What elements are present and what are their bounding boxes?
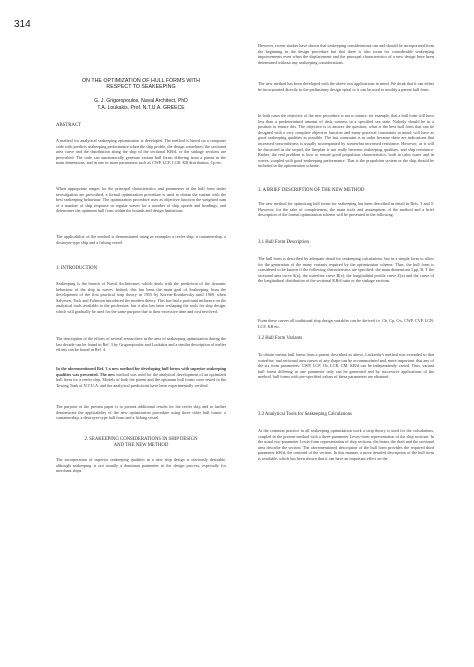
title-line-2: RESPECT TO SEAKEEPING bbox=[106, 84, 176, 91]
section-3-1-paragraph-2: From these curves all traditional ship design variables can be derived i.e. Cb, Cp, Cw, CWP, CVP, LCB, LCF, KB etc. bbox=[258, 318, 434, 329]
abstract-heading: ABSTRACT bbox=[56, 123, 82, 128]
section-3-paragraph-1: The new method for optimizing hull forms for seakeeping has been described in detail in Refs. 3 and 5. However, for the sake of completeness, the main tools and assumptions of the method and a brief description of the formal optimization scheme will be presented in the following. bbox=[258, 201, 434, 218]
abstract-paragraph-1: A method for analytical seakeeping optimization is developed. The method is based on a computer code with predicts seakeeping performance when the ship profile, the design waterlines, the sectional area curve and the distribution along the ship of the sectional KB/d, or the sinkage sections are prescribed. The code can automatically generate variant hull forms differing from a parent in the main dimensions, and in one or more parameters such as CWP, LCF, LCB, KB distribution, Cp etc. bbox=[56, 138, 226, 166]
abstract-paragraph-2: When appropriate ranges for the principal characteristics and parameters of the hull form under investigation are prescribed, a formal optimization procedure is used to obtain the variant with the best seakeeping behaviour. The optimization procedure uses as objective function the weighted sum of a number of ship response in regular waves for a number of ship speeds and headings, and determines the optimum hull form within the bounds and design limitations. bbox=[56, 186, 226, 214]
authors bbox=[56, 98, 226, 111]
author-1: G. J. Grigoropoulos, Naval Architect, PhD bbox=[94, 98, 188, 104]
introduction-paragraph-4: The purpose of the present paper is to present additional results for the reefer ship and to further demonstrate the applicability of the new optimization procedure using three other hull forms: a containership, a destroyer-type hull form and a fishing vessel. bbox=[56, 404, 226, 421]
section-2-heading-line-1: 2. SEAKEEPING CONSIDERATIONS IN SHIP DESIGN bbox=[84, 437, 198, 442]
introduction-paragraph-3-bold: In the aforementioned Ref. 3 a new method for developing hull forms with superior seakeeping qualities was presented. The new bbox=[56, 366, 226, 377]
right-paragraph-3: In both cases the objective of the new procedure is not to ensure, for example, that a hull form will have less than a predetermined amount of deck wetness in a specified sea state. Nobody should be in a position to ensure this. The objective is to answer the question, what is the best hull form that can be designed with a very complete objective function and many practical constraints in mind; will have as good seakeeping qualities as possible. The last constraint is in order because there are indications that increased seaworthiness is usually accompanied by somewhat increased resistance. However, as it will be discussed in the sequel, the lineplan is not really between seakeeping qualities, and ship resistance. Rather, the real problem is how to ensure good propulsion characteristics, both in calm water and in waves, coupled with good seakeeping performance. That is the propulsion system or the ship should be included in the optimization scheme. bbox=[258, 113, 434, 169]
section-3-3-paragraph-1: At the common practice in all seakeeping optimization work a strip theory is used for the calculations, coupled in the present method with a three-parameter Lewis-form representation of the ship sections. In the usual two-parameter Lewis-form representation of ship sections, the beam, the draft and the sectional area describe the section. The aforementioned description of the hull form provides the required third parameter KB/d, the centroid of the section. In this manner, a more detailed description of the hull form is available, which has been shown that it can have an important effect on the bbox=[258, 428, 434, 461]
section-3-heading: 3. A BRIEF DESCRIPTION OF THE NEW METHOD bbox=[258, 188, 365, 193]
title-line-1: ON THE OPTIMIZATION OF HULL FORMS WITH bbox=[82, 78, 200, 84]
page-number: 314 bbox=[14, 19, 31, 30]
introduction-paragraph-1: Seakeeping is the branch of Naval Architecture, which deals with the prediction of the dynamic behaviour of the ship in waves. Indeed, this has been the main goal of Seakeeping from the development of the first practical strip theory in 1955 by Korvin-Kroukovsky until 1969, when Salvesen, Tuck and Faltinsen introduced the modern theory. This has had a profound influence on the analytical tools available to the profession, but it also has been reshaping the tools for ship design, which will gradually be used for the same purpose due to their excessive time and cost involved. bbox=[56, 281, 226, 314]
right-paragraph-1: However, recent studies have shown that seakeeping considerations can and should be incorporated from the beginning in the design procedure but that there is also room for considerable seakeeping improvements even when the displacement and the principal characteristics of a new design have been determined without any seakeeping considerations. bbox=[258, 43, 434, 65]
section-3-2-heading: 3.2 Hull Form Variants bbox=[258, 336, 303, 341]
introduction-paragraph-3-rest: method was used for the analytical development of an optimized hull form for a reefer ship. Models of both the parent and the optimum hull forms were tested in the Towing Tank of N.T.U.A. and the analytical predictions have been experimentally verified. bbox=[56, 371, 227, 388]
right-paragraph-2: The new method has been developed with the above two applications in mind. We think that it can either be incorporated directly in the preliminary design spiral or it can be used to modify a parent hull form. bbox=[258, 81, 434, 92]
abstract-paragraph-3: The applicability of the method is demonstrated using as examples a reefer ship, a containership, a destroyer-type ship and a fishing vessel. bbox=[56, 234, 226, 245]
paper-title bbox=[56, 78, 226, 91]
section-2-heading-line-2: AND THE NEW METHOD bbox=[113, 443, 169, 448]
section-2-paragraph-1: The incorporation of superior seakeeping qualities in a new ship design is obviously desirable, although seakeeping is not usually a dominant parameter in the design process, especially for merchant ships. bbox=[56, 457, 226, 474]
author-2: T.A. Loukakis, Prof. N.T.U.A. GREECE bbox=[97, 104, 185, 111]
introduction-heading: 1. INTRODUCTION bbox=[56, 266, 98, 271]
introduction-paragraph-3 bbox=[56, 366, 226, 388]
section-3-1-heading: 3.1 Hull Form Description bbox=[258, 240, 309, 245]
section-3-2-paragraph-1: To obtain variant hull forms from a parent, described as above, Lackenby's method was extended so that waterline, and sectional area curves of any shape can be accommodated and, more important, that any of the six form parameters: CWP, LCF, Cb, LCB, CM, KB/d can be independently varied. Thus, variant hull forms differing in one parameter only can be generated and by successive applications of the method, hull forms with pre-specified values of these parameters are obtained. bbox=[258, 352, 434, 380]
introduction-paragraph-2: The description of the efforts of several researchers in the area of seakeeping optimization during the last decade can be found in Ref. 3 by Grigoropoulos and Loukakis and a similar description of earlier efforts can be found in Ref. 4. bbox=[56, 336, 226, 353]
section-3-1-paragraph-1: The hull form is described by adequate detail for seakeeping calculations, but in a simple form to allow for the generation of the many variants required by the optimization scheme. Thus, the hull form is considered to be known if the following characteristics are specified: the main dimensions Lpp, B, T the sectional area curve S(x), the waterline curve B(x), the longitudinal profile curve Z(x) and the curve of the longitudinal distribution of the sectional KB/d ratio or the sinkage sections. bbox=[258, 256, 434, 284]
section-3-3-heading: 3.3 Analytical Tools for Seakeeping Calculations bbox=[258, 412, 352, 417]
section-2-heading bbox=[56, 437, 226, 449]
